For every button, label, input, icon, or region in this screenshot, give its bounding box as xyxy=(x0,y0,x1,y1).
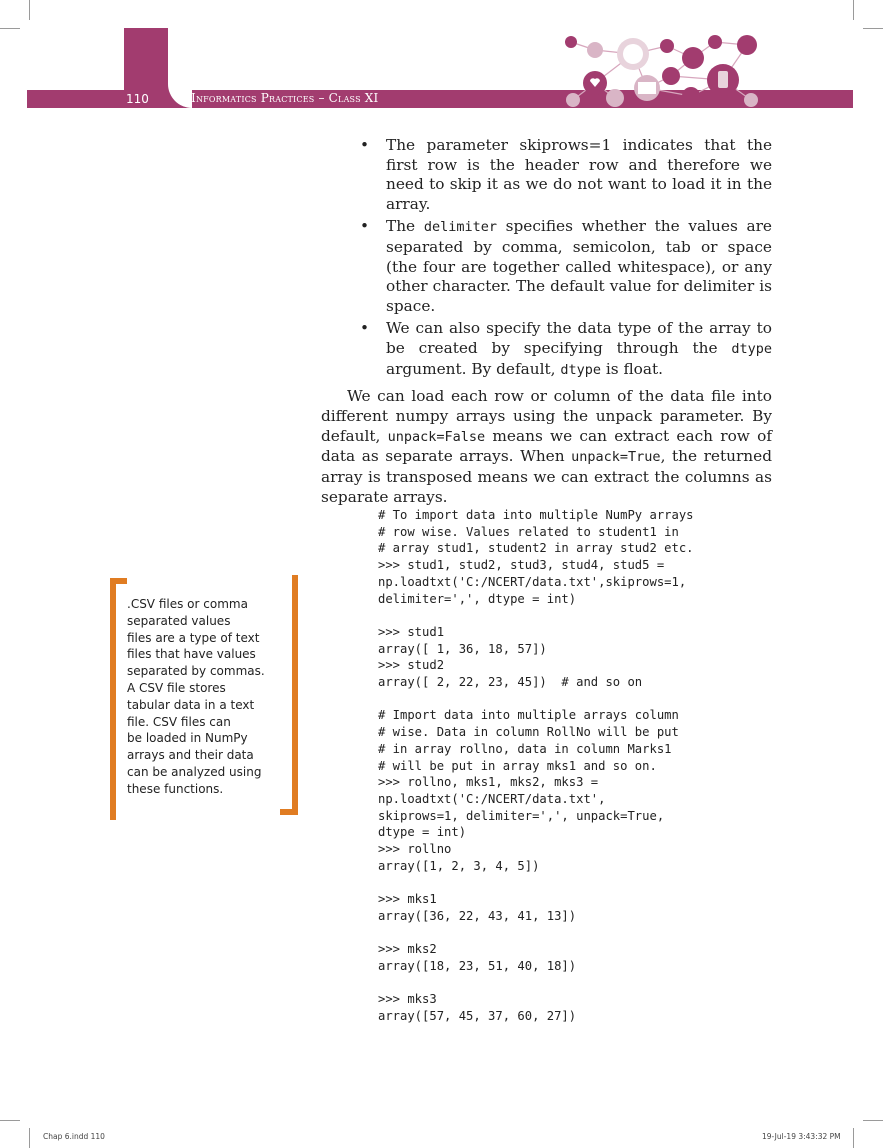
bullet-text: We can also specify the data type of the array to be created by specifying through the xyxy=(386,319,772,357)
inline-code: unpack=False xyxy=(387,428,486,445)
bracket-border xyxy=(280,809,298,815)
bracket-border xyxy=(110,578,127,584)
node-icon xyxy=(708,35,722,49)
inline-code: dtype xyxy=(731,340,772,357)
page-number: 110 xyxy=(126,92,149,106)
crop-mark xyxy=(853,1128,854,1148)
bullet-item xyxy=(360,319,772,380)
footer-timestamp: 19-Jul-19 3:43:32 PM xyxy=(762,1132,841,1141)
crop-mark xyxy=(29,1128,30,1148)
bullet-list xyxy=(360,136,772,383)
crop-mark xyxy=(863,28,883,29)
inline-code: dtype xyxy=(560,361,601,378)
header-tab-cutout xyxy=(168,28,192,108)
bullet-text: The xyxy=(386,217,424,236)
node-icon xyxy=(623,44,643,64)
crop-mark xyxy=(853,0,854,20)
crop-mark xyxy=(0,28,20,29)
bullet-item xyxy=(360,136,772,214)
paragraph-text: means we can extract each row of data as separate arrays. When xyxy=(321,426,772,466)
crop-mark xyxy=(863,1120,883,1121)
side-note-text: .CSV files or comma separated values files are a type of text files that have values separated by commas. A CSV file stores tabular data in a text file. CSV files can be loaded in NumPy arrays and their data can be analyzed using these functions. xyxy=(127,597,265,796)
rss-icon xyxy=(682,87,700,105)
node-icon xyxy=(606,89,624,107)
code-block: # To import data into multiple NumPy arrays # row wise. Values related to student1 in # array stud1, student2 in array stud2 etc. >>> stud1, stud2, stud3, stud4, stud5 = np.loadtxt('C:/NCERT/data.txt',skiprows=1, delimiter=',', dtype = int) >>> stud1 array([ 1, 36, 18, 57]) >>> stud2 array([ 2, 22, 23, 45]) # and so on # Import data into multiple arrays column # wise. Data in column RollNo will be put # in array rollno, data in column Marks1 # will be put in array mks1 and so on. >>> rollno, mks1, mks2, mks3 = np.loadtxt('C:/NCERT/data.txt', skiprows=1, delimiter=',', unpack=True, dtype = int) >>> rollno array([1, 2, 3, 4, 5]) >>> mks1 array([36, 22, 43, 41, 13]) >>> mks2 array([18, 23, 51, 40, 18]) >>> mks3 array([57, 45, 37, 60, 27]) xyxy=(378,508,694,1024)
body-paragraph xyxy=(321,387,772,508)
bullet-text: argument. By default, xyxy=(386,359,561,378)
node-icon xyxy=(587,42,603,58)
bullet-item xyxy=(360,217,772,316)
side-note-box xyxy=(110,575,298,820)
paragraph-text: We can load each row or column of the data file into different numpy arrays using the unpack parameter. By default, xyxy=(321,387,772,445)
crop-mark xyxy=(0,1120,20,1121)
bullet-text: specifies whether the values are separated by comma, semicolon, tab or space (the four are together called whitespace), or any other character. The default value for delimiter is space. xyxy=(386,217,772,315)
bullet-text: The parameter skiprows=1 indicates that the first row is the header row and therefore we need to skip it as we do not want to load it in the array. xyxy=(386,136,772,213)
node-icon xyxy=(737,35,757,55)
crop-mark xyxy=(29,0,30,20)
node-icon xyxy=(565,36,577,48)
paragraph-text: , the returned array is transposed means we can extract the columns as separate arrays. xyxy=(321,447,772,506)
network-decoration xyxy=(555,28,770,110)
inline-code: delimiter xyxy=(423,219,497,236)
bracket-border xyxy=(292,575,298,815)
node-icon xyxy=(660,39,674,53)
inline-code: unpack=True xyxy=(571,449,661,466)
like-icon xyxy=(662,67,680,85)
footer-file-info: Chap 6.indd 110 xyxy=(43,1132,105,1141)
node-icon xyxy=(566,93,580,107)
header-title: Informatics Practices – Class XI xyxy=(191,91,379,105)
node-icon xyxy=(744,93,758,107)
bullet-text: is float. xyxy=(601,359,664,378)
bracket-border xyxy=(110,578,116,820)
node-icon xyxy=(682,47,704,69)
